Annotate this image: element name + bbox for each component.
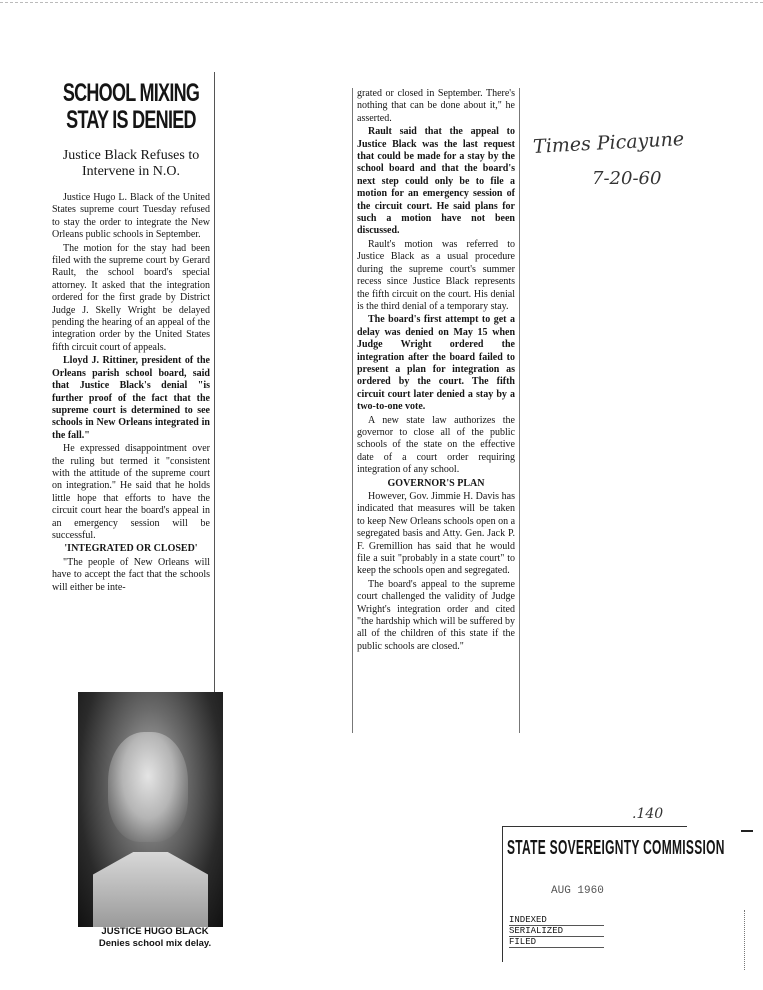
paragraph: grated or closed in September. There's nothing that can be done about it," he asserted. (357, 88, 515, 124)
paragraph: The board's first attempt to get a delay was denied on May 15 when Judge Wright ordered the integration after the board failed to present a plan for integration as ordered by the court. The fifth circuit court later denied a stay by a two-to-one vote. (357, 314, 515, 413)
column-2-body-a (357, 88, 515, 477)
photo-shirt (93, 852, 208, 927)
paragraph: He expressed disappointment over the ruling but termed it "consistent with the attitude of the supreme court on integration." He said that he holds little hope that efforts to have the circuit court hear the board's appeal in an emergency session will be successful. (52, 443, 210, 541)
article-column-1 (52, 72, 215, 712)
margin-dash (741, 830, 753, 832)
photo-caption-name: JUSTICE HUGO BLACK (101, 926, 209, 937)
paragraph: Rault said that the appeal to Justice Black was the last request that could be made for a stay by the school board and that the board's next step could only be to file a motion for an emergency session of the circuit court. He said plans for such a motion have not been discussed. (357, 126, 515, 237)
paragraph: Lloyd J. Rittiner, president of the Orleans parish school board, said that Justice Black's denial "is further proof of the fact that the supreme court is determined to see schools in New Orleans integrated in the fall." (52, 355, 210, 441)
margin-dotted-line (744, 910, 745, 970)
column-1-body (52, 192, 210, 542)
subheadline-line-1: Justice Black Refuses to (62, 148, 200, 163)
paragraph: "The people of New Orleans will have to accept the fact that the schools will either be inte- (52, 556, 210, 593)
justice-black-photo (78, 692, 223, 927)
page-top-border (0, 2, 763, 3)
photo-face (108, 732, 188, 842)
stamp-label-serialized: SERIALIZED (509, 926, 604, 937)
stamp-label-filed: FILED (509, 937, 604, 948)
column-2-body-b (357, 491, 515, 653)
paragraph: Rault's motion was referred to Justice Black as a usual procedure during the supreme court's summer recess since Justice Black represents the fifth circuit on the court. His denial is the third denial of a temporary stay. (357, 238, 515, 312)
paragraph: Justice Hugo L. Black of the United States supreme court Tuesday refused to stay the order to integrate the New Orleans public schools in September. (52, 192, 210, 241)
paragraph: However, Gov. Jimmie H. Davis has indicated that measures will be taken to keep New Orleans schools open on a segregated basis and Atty. Gen. Jack P. F. Gremillion has said that he would file a suit "probably in a state court" to keep the schools open and segregated. (357, 491, 516, 577)
article-column-2 (352, 88, 520, 733)
handwritten-number: .140 (632, 806, 664, 822)
subheadline-line-2: Intervene in N.O. (82, 164, 180, 179)
stamp-label-indexed: INDEXED (509, 915, 604, 926)
section-heading-governor: GOVERNOR'S PLAN (387, 477, 485, 489)
subheadline (52, 148, 210, 180)
photo-caption-text: Denies school mix delay. (98, 938, 212, 949)
stamp-labels (509, 915, 604, 948)
photo-caption (80, 926, 230, 950)
paragraph: A new state law authorizes the governor to close all of the public schools of the state on the effective date of a court order requiring integration of any school. (357, 414, 515, 476)
handwritten-date: 7-20-60 (592, 168, 662, 189)
paragraph: The board's appeal to the supreme court challenged the validity of Judge Wright's integration order and cited "the hardship which will be suffered by all of the children of this state if the public schools are closed." (357, 578, 515, 652)
margin-marks (738, 830, 758, 980)
paragraph: The motion for the stay had been filed with the supreme court by Gerard Rault, the school board's special attorney. It asked that the integration ordered for the first grade by District Judge J. Skelly Wright be delayed pending the hearing of an appeal of the integration order by the United States fifth circuit court of appeals. (52, 242, 210, 353)
headline (53, 80, 210, 134)
stamp-date: AUG 1960 (551, 885, 604, 897)
section-heading-integrated: 'INTEGRATED OR CLOSED' (64, 543, 198, 555)
headline-line-1: SCHOOL MIXING (62, 79, 200, 107)
commission-stamp (502, 826, 725, 962)
handwritten-source: Times Picayune (532, 128, 685, 158)
headline-line-2: STAY IS DENIED (66, 106, 196, 134)
stamp-title: STATE SOVEREIGNTY COMMISSION (507, 837, 725, 859)
